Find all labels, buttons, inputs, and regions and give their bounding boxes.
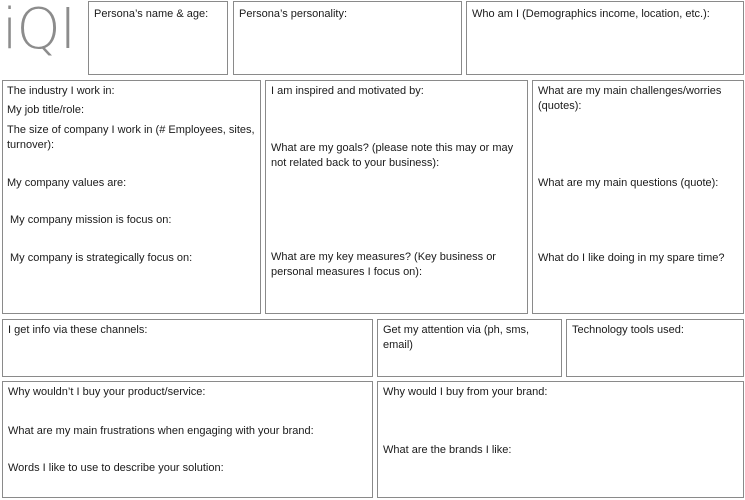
why-not-buy-label: Why wouldn’t I buy your product/service: xyxy=(8,386,206,398)
tech-tools-box xyxy=(566,319,744,377)
words-label: Words I like to use to describe your solution: xyxy=(8,462,224,474)
info-channels-box xyxy=(2,319,373,377)
industry-label: The industry I work in: xyxy=(7,85,115,97)
motivation-box xyxy=(265,80,528,314)
worries-label: What are my main challenges/worries (quotes): xyxy=(538,85,722,112)
attention-label: Get my attention via (ph, sms, email) xyxy=(383,324,530,351)
brand-logo: iQI xyxy=(2,0,76,62)
name-age-label: Persona’s name & age: xyxy=(94,8,209,20)
measures-label: What are my key measures? (Key business or personal measures I focus on): xyxy=(271,251,496,278)
questions-label: What are my main questions (quote): xyxy=(538,177,719,189)
company-box xyxy=(2,80,261,314)
goals-label: What are my goals? (please note this may or may not related back to your business): xyxy=(271,142,514,169)
why-buy-label: Why would I buy from your brand: xyxy=(383,386,548,398)
spare-time-label: What do I like doing in my spare time? xyxy=(538,252,725,264)
challenges-box xyxy=(532,80,744,314)
name-age-box xyxy=(88,1,228,75)
inspired-label: I am inspired and motivated by: xyxy=(271,85,424,97)
frustrations-label: What are my main frustrations when engaging with your brand: xyxy=(8,425,314,437)
brands-liked-label: What are the brands I like: xyxy=(383,444,512,456)
job-title-label: My job title/role: xyxy=(7,104,85,116)
company-mission-label: My company mission is focus on: xyxy=(10,214,172,226)
tech-tools-label: Technology tools used: xyxy=(572,324,684,336)
personality-label: Persona’s personality: xyxy=(239,8,348,20)
objections-box xyxy=(2,381,373,498)
who-am-i-box xyxy=(466,1,744,75)
reasons-box xyxy=(377,381,744,498)
attention-box xyxy=(377,319,562,377)
info-channels-label: I get info via these channels: xyxy=(8,324,148,336)
who-am-i-label: Who am I (Demographics income, location, etc.): xyxy=(472,8,710,20)
company-values-label: My company values are: xyxy=(7,177,127,189)
company-strategy-label: My company is strategically focus on: xyxy=(10,252,193,264)
personality-box xyxy=(233,1,462,75)
company-size-label: The size of company I work in (# Employees, sites, turnover): xyxy=(7,124,255,151)
